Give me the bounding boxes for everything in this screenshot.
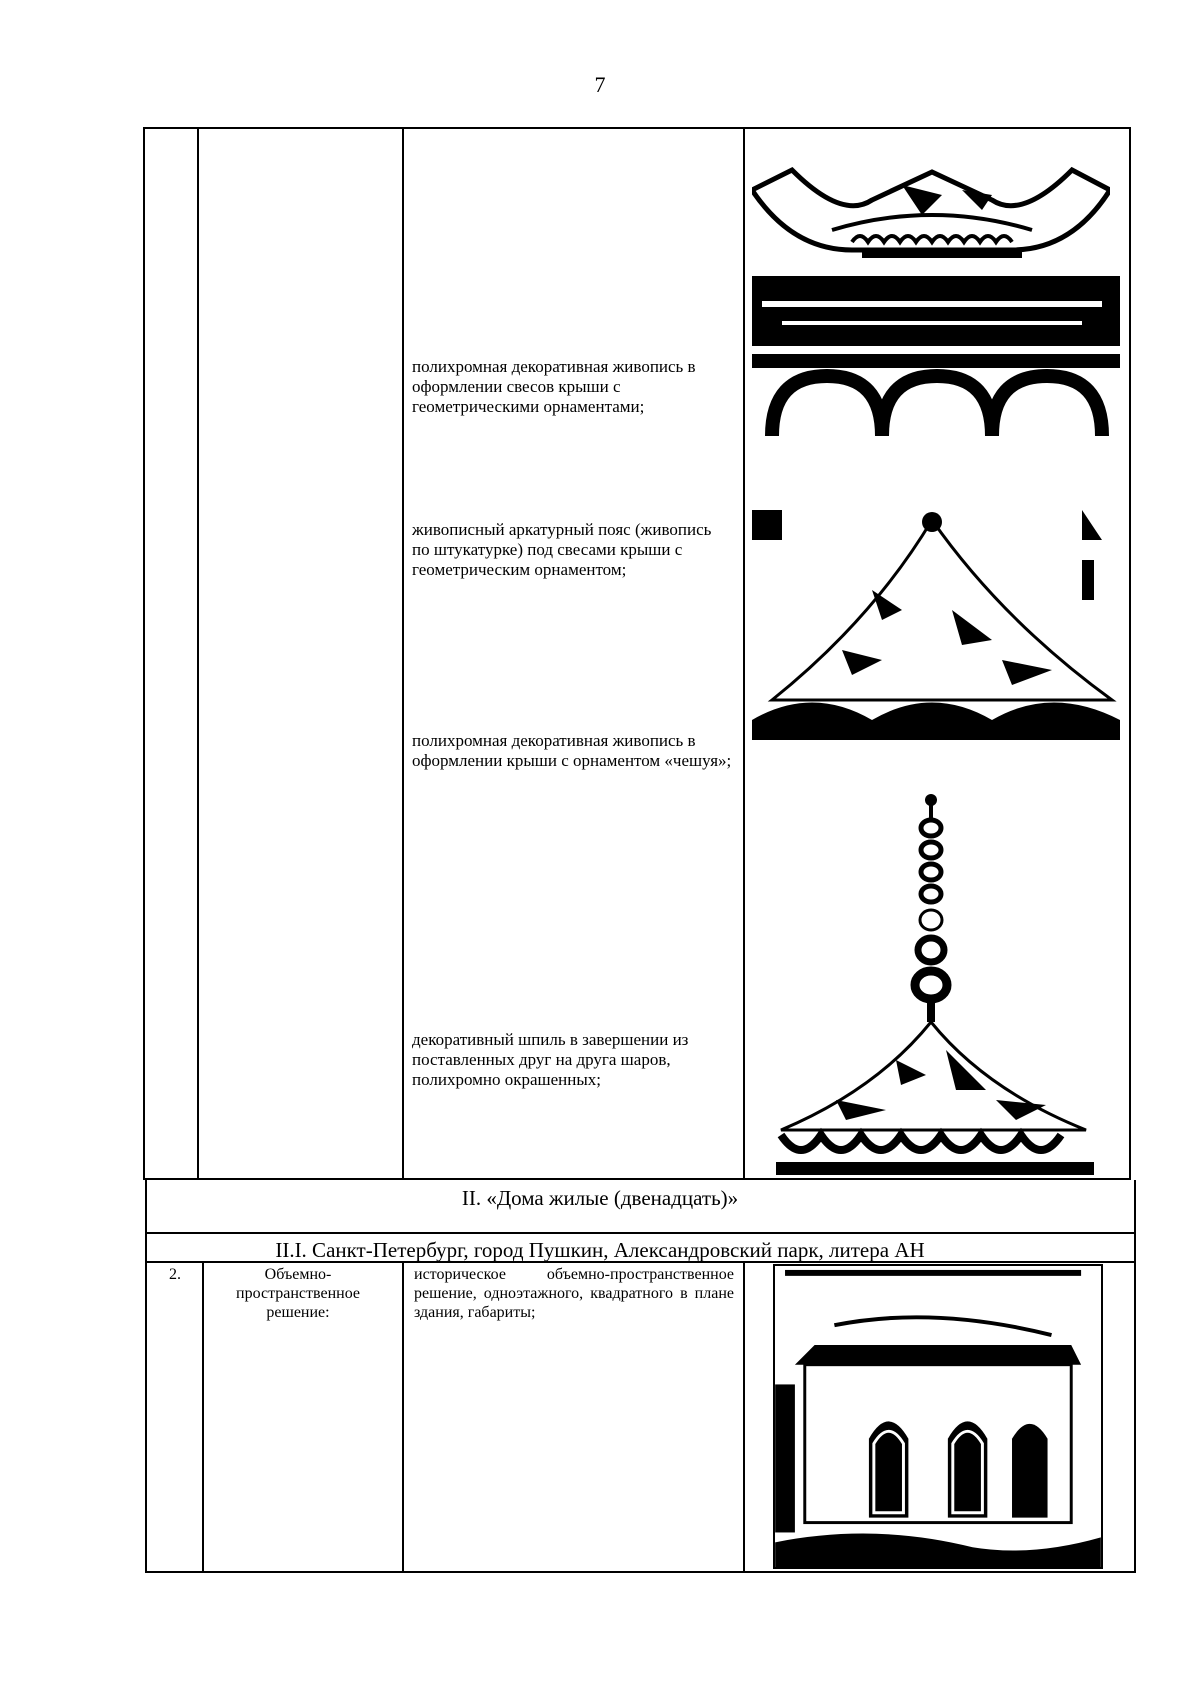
arcature-belt-photo [752, 500, 1120, 740]
row-description: историческое объемно-пространственное решение, одноэтажного, квадратного в плане здания, габариты; [414, 1266, 734, 1321]
column-divider [202, 1261, 204, 1571]
building-graphic [775, 1266, 1101, 1567]
roof-eaves-arches-photo [752, 276, 1120, 444]
page-number: 7 [594, 72, 606, 97]
roof-silhouette-graphic [752, 160, 1110, 260]
column-divider [197, 129, 199, 1178]
section-subtitle: II.I. Санкт-Петербург, город Пушкин, Александровский парк, литера АН [275, 1238, 925, 1262]
section-title: II. «Дома жилые (двенадцать)» [461, 1186, 739, 1210]
description-roof-eaves: полихромная декоративная живопись в оформлении свесов крыши с геометрическими орнаментами; [412, 357, 696, 416]
description-spire: декоративный шпиль в завершении из поставленных друг на друга шаров, полихромно окрашенных; [412, 1030, 689, 1089]
row-element: Объемно-пространственное решение: [236, 1266, 360, 1321]
column-divider [743, 129, 745, 1178]
building-facade-photo [773, 1264, 1103, 1569]
spire-graphic [776, 790, 1094, 1175]
spire-photo [776, 790, 1094, 1175]
description-roof-scale: полихромная декоративная живопись в оформлении крыши с орнаментом «чешуя»; [412, 731, 732, 770]
column-divider [402, 129, 404, 1178]
column-divider [402, 1261, 404, 1571]
column-divider [743, 1261, 745, 1571]
row-divider [147, 1232, 1134, 1234]
description-arcature-belt: живописный аркатурный пояс (живопись по штукатурке) под свесами крыши с геометрическим орнаментом; [412, 520, 712, 579]
roof-eaves-ornament-photo [752, 160, 1110, 260]
row-number: 2. [169, 1266, 181, 1283]
arches-graphic [752, 276, 1120, 444]
roof-painting-graphic [752, 500, 1120, 740]
